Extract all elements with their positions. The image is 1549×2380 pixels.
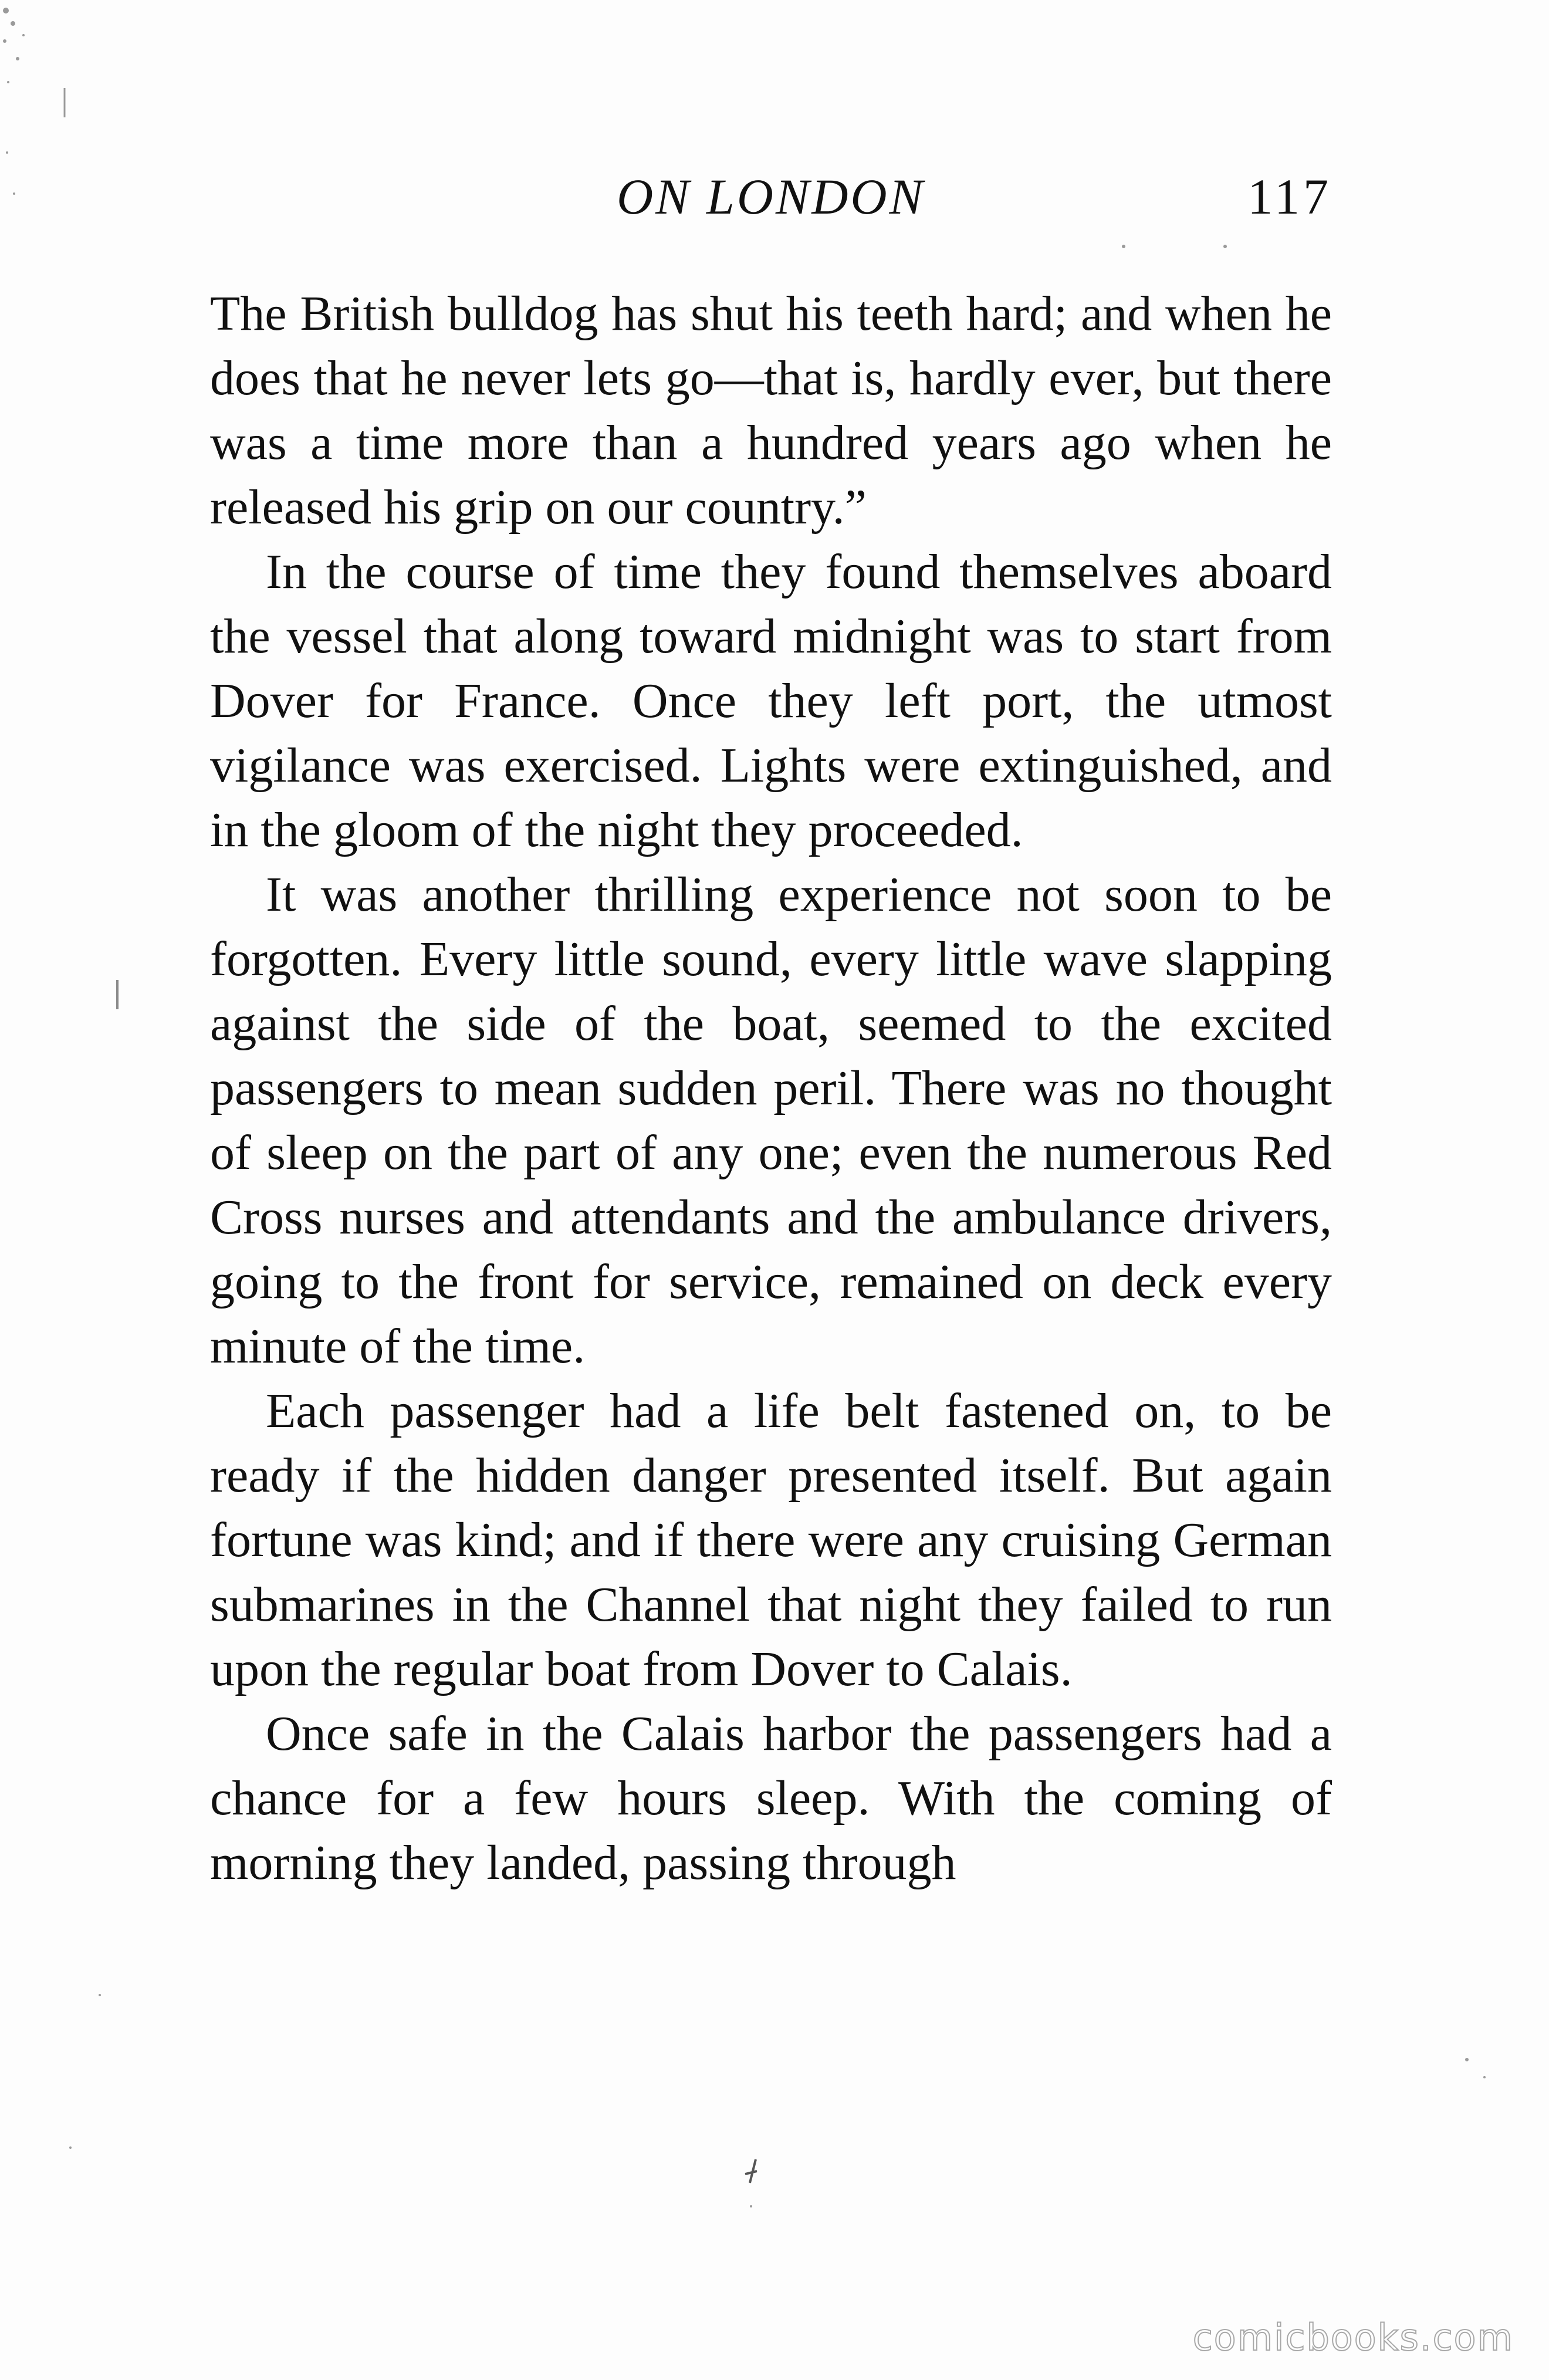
site-watermark: comicbooks.com	[1192, 2316, 1514, 2359]
running-head	[210, 164, 1332, 229]
paragraph: Once safe in the Calais harbor the passengers had a chance for a few hours sleep. With the coming of morning they landed, passing through	[210, 1706, 1332, 1890]
paragraph: The British bulldog has shut his teeth hard; and when he does that he never lets go—that is, hardly ever, but there was a time more than a hundred years ago when he released his grip on our country.”	[210, 286, 1332, 535]
running-title: ON LONDON	[617, 168, 925, 225]
paragraph: Each passenger had a life belt fastened on, to be ready if the hidden danger presented itself. But again fortune was kind; and if there were any cruising German submarines in the Channel that night they failed to run upon the regular boat from Dover to Calais.	[210, 1384, 1332, 1696]
paragraph: It was another thrilling experience not soon to be forgotten. Every little sound, every little wave slapping against the side of the boat, seemed to the excited passengers to mean sudden peril. There was no thought of sleep on the part of any one; even the numerous Red Cross nurses and attendants and the ambulance drivers, going to the front for service, remained on deck every minute of the time.	[210, 867, 1332, 1374]
page-number: 117	[1247, 168, 1332, 225]
paragraph: In the course of time they found themselves aboard the vessel that along toward midnight was to start from Dover for France. Once they left port, the utmost vigilance was exercised. Lights were extinguished, and in the gloom of the night they proceeded.	[210, 545, 1332, 857]
body-text	[210, 282, 1332, 1895]
